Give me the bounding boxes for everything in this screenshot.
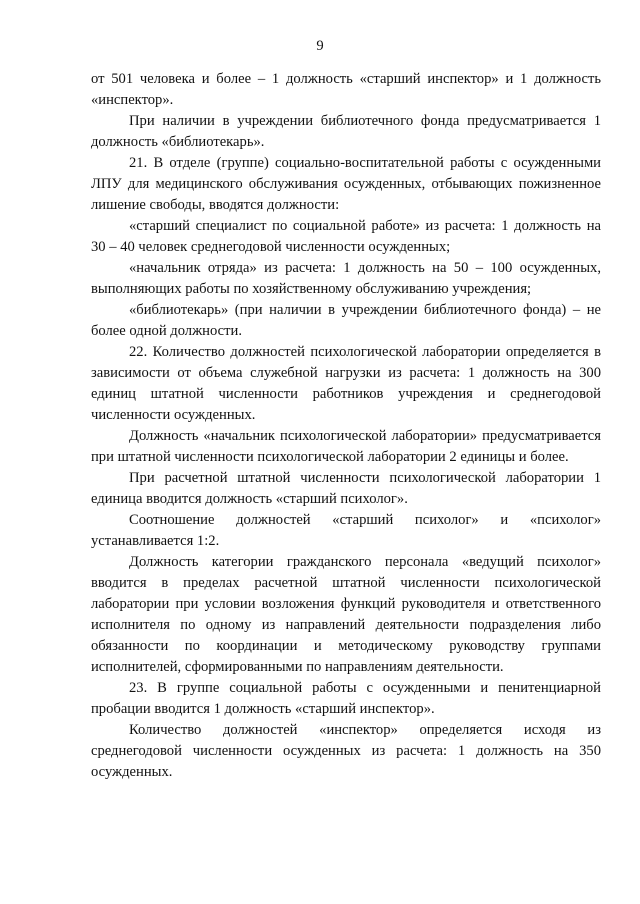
paragraph-lab-head: Должность «начальник психологической лаборатории» предусматривается при штатной численности психологической лаборатории 2 единицы и более. [91,428,601,465]
page-number: 9 [316,38,324,54]
paragraph-ratio: Соотношение должностей «старший психолог» и «психолог» устанавливается 1:2. [91,512,601,549]
paragraph-squad-head: «начальник отряда» из расчета: 1 должность на 50 – 100 осужденных, выполняющих работы по хозяйственному обслуживанию учреждения; [91,260,601,297]
paragraph-item-21: 21. В отделе (группе) социально-воспитательной работы с осужденными ЛПУ для медицинского обслуживания осужденных, отбывающих пожизненное лишение свободы, вводятся должности: [91,155,601,213]
paragraph-senior-psychologist: При расчетной штатной численности психологической лаборатории 1 единица вводится должность «старший психолог». [91,470,601,507]
paragraph-item-23: 23. В группе социальной работы с осужденными и пенитенциарной пробации вводится 1 должность «старший инспектор». [91,680,601,717]
paragraph-senior-social-specialist: «старший специалист по социальной работе» из расчета: 1 должность на 30 – 40 человек среднегодовой численности осужденных; [91,218,601,255]
paragraph-continuation: от 501 человека и более – 1 должность «старший инспектор» и 1 должность «инспектор». [91,71,601,108]
document-body [91,69,601,783]
paragraph-librarian: При наличии в учреждении библиотечного фонда предусматривается 1 должность «библиотекарь». [91,113,601,150]
paragraph-lead-psychologist: Должность категории гражданского персонала «ведущий психолог» вводится в пределах расчетной штатной численности психологической лаборатории при условии возложения функций руководителя и ответственного исполнителя по одному из направлений деятельности подразделения либо обязанности по координации и методическому руководству группами исполнителей, сформированными по направлениям деятельности. [91,554,601,675]
paragraph-inspector-count: Количество должностей «инспектор» определяется исходя из среднегодовой численности осужденных из расчета: 1 должность на 350 осужденных. [91,722,601,780]
paragraph-item-22: 22. Количество должностей психологической лаборатории определяется в зависимости от объема служебной нагрузки из расчета: 1 должность на 300 единиц штатной численности работников учреждения и среднегодовой численности осужденных. [91,344,601,423]
paragraph-librarian-limit: «библиотекарь» (при наличии в учреждении библиотечного фонда) – не более одной должности. [91,302,601,339]
